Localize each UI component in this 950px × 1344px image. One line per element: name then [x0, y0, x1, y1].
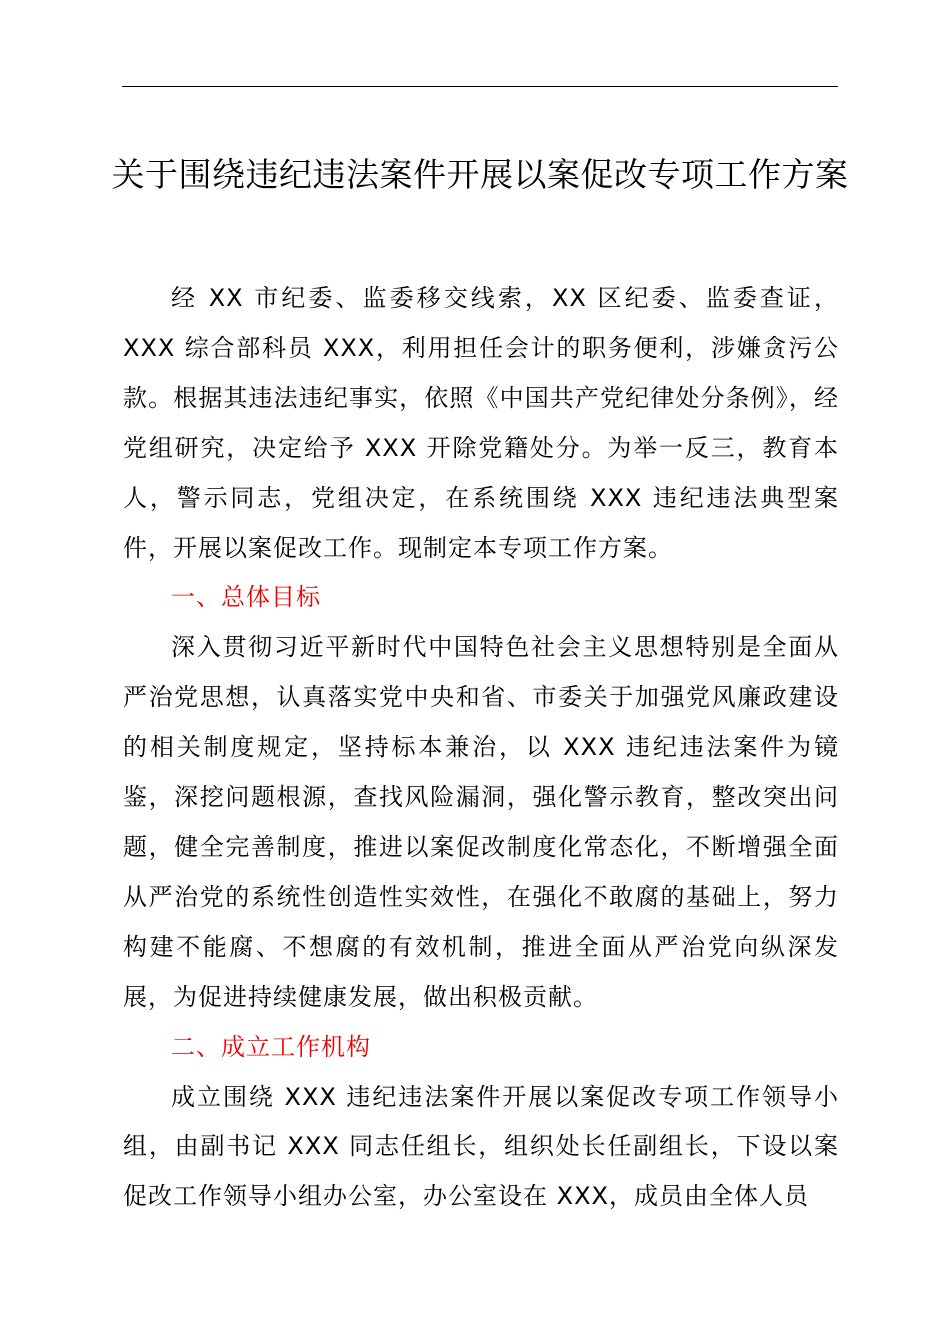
section-heading-organization: 二、成立工作机构: [171, 1032, 371, 1061]
intro-paragraph: 经 XX 市纪委、监委移交线索，XX 区纪委、监委查证，XXX 综合部科员 XXX，利用担任会计的职务便利，涉嫌贪污公款。根据其违法违纪事实，依照《中国共产党纪律处分条例》，经党组研究，决定给予 XXX 开除党籍处分。为举一反三，教育本人，警示同志，党组决定，在系统围绕 XXX 违纪违法典型案件，开展以案促改工作。现制定本专项工作方案。: [123, 284, 839, 562]
header-rule: [122, 86, 838, 87]
organization-paragraph: 成立围绕 XXX 违纪违法案件开展以案促改专项工作领导小组，由副书记 XXX 同志任组长，组织处长任副组长，下设以案促改工作领导小组办公室，办公室设在 XXX，成员由全体人员: [123, 1082, 839, 1211]
document-title: 关于围绕违纪违法案件开展以案促改专项工作方案: [111, 155, 849, 194]
goals-paragraph: 深入贯彻习近平新时代中国特色社会主义思想特别是全面从严治党思想，认真落实党中央和省、市委关于加强党风廉政建设的相关制度规定，坚持标本兼治，以 XXX 违纪违法案件为镜鉴，深挖问题根源，查找风险漏洞，强化警示教育，整改突出问题，健全完善制度，推进以案促改制度化常态化，不断增强全面从严治党的系统性创造性实效性，在强化不敢腐的基础上，努力构建不能腐、不想腐的有效机制，推进全面从严治党向纵深发展，为促进持续健康发展，做出积极贡献。: [123, 633, 839, 1011]
section-heading-goals: 一、总体目标: [171, 583, 321, 612]
document-body: [123, 274, 839, 1222]
